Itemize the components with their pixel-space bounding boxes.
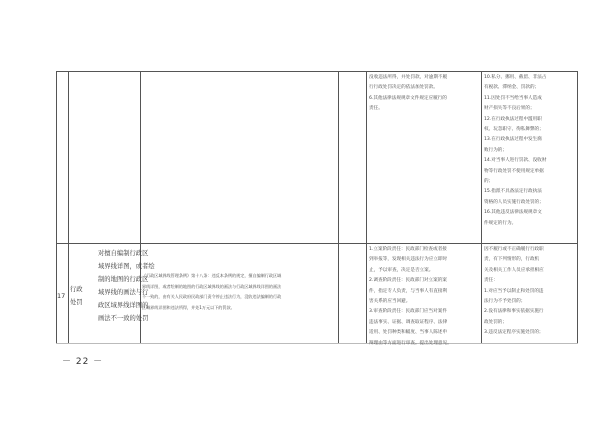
page-number: － 22 －	[62, 357, 104, 367]
column-divider	[68, 71, 69, 343]
legal-basis: 《行政区域界线管理条例》第十八条：违反本条例的规定，擅自编制行政区域 界线详图，或者绘制的地图的行政区域界线的画法与行政区域界线详图的画法 不一致的，由有关人民政府民政部门责令停止违法行为，没收违法编制的行政 区域界线详图和违法所得，并处1万元以下的罚款。	[142, 273, 282, 310]
row-number: 17	[57, 292, 66, 300]
table-border-left	[56, 71, 57, 343]
accountability-text: 因不履行或不正确履行行政职 责，有下列情形的，行政机 关及相关工作人员应承担相应 责任： 1.对应当予以制止和处罚的违 法行为不予处罚的； 2.没有法律和事实依据实施行 政处罚的； 3.违反法定程序实施处罚的；	[484, 247, 544, 336]
row-divider	[56, 243, 578, 244]
penalty-item: 对擅自编制行政区 域界线详图，或者绘 制的地图的行政区 域界线的画法与行 政区域界线详图的 画法不一致的处罚	[98, 250, 155, 322]
column-divider	[366, 71, 367, 343]
table-bottom-edge	[56, 343, 578, 344]
penalty-type: 行政 处罚	[70, 286, 83, 306]
prev-accountability-text: 10.私分、挪用、截留、非法占 有税款、滞纳金、罚款的； 11.因处罚不当给当事人造成 财产损失等不良后果的； 12.在行政执法过程中滥用职 权、玩忽职守、徇私舞弊的； 13.在行政执法过程中发生腐 败行为的； 14.对当事人进行罚款、没收财 物等行政处罚不使用规定单据 的； 15.指派不具备法定行政执法 资格的人员实施行政处罚的； 16.其他违反法律法规规章文 件规定的行为。	[484, 75, 547, 226]
column-divider	[338, 71, 339, 343]
table-border-top	[56, 71, 578, 72]
table-border-right	[577, 71, 578, 343]
column-divider	[481, 71, 482, 343]
prev-responsibility-text: 没收违法所得，并处罚款，对逾期不履 行行政处罚决定的依法加处罚款。 6.其他法律法规规章文件规定应履行的 责任。	[369, 75, 448, 112]
responsibility-text: 1.立案阶段责任：民政部门检查或者接 到举报等，发现相关违法行为应立即时 止，予以审查，决定是否立案。 2.调查阶段责任：民政部门对立案的案 件，指定专人负责，与当事人有直接利 害关系的应当回避。 3.审查阶段责任：民政部门应当对案件 违法事实、证据、调查取证程序、法律 适用、处罚种类和幅度、当事人陈述申 辩理由等方面进行审查。提出处理意见。	[369, 247, 452, 346]
